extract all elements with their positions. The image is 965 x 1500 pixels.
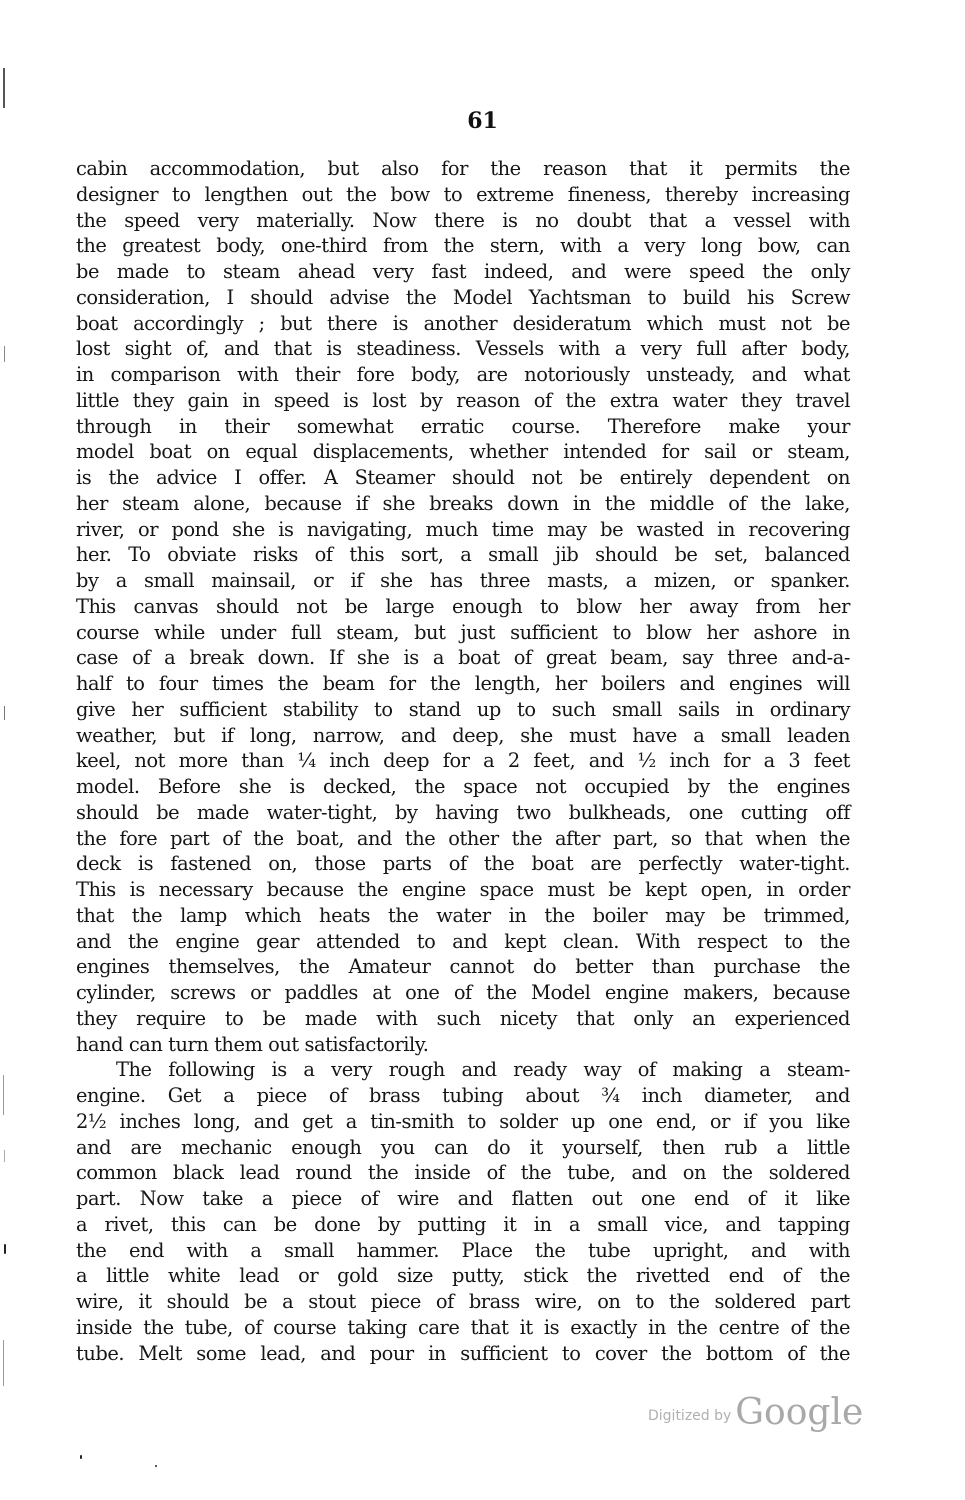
text-line: engine. Get a piece of brass tubing about ¾ inch diameter, and	[76, 1084, 850, 1107]
body-text	[76, 156, 850, 1366]
text-line: the end with a small hammer. Place the tube upright, and with	[76, 1238, 850, 1262]
text-line: by a small mainsail, or if she has three masts, a mizen, or spanker.	[76, 569, 850, 592]
google-logo-text: Google	[735, 1392, 864, 1433]
text-line: the fore part of the boat, and the other the after part, so that when the	[76, 826, 850, 850]
text-line: lost sight of, and that is steadiness. Vessels with a very full after body,	[76, 337, 850, 361]
text-line: and the engine gear attended to and kept clean. With respect to the	[76, 929, 850, 953]
text-line: they require to be made with such nicety that only an experienced	[76, 1006, 850, 1030]
text-line: wire, it should be a stout piece of brass wire, on to the soldered part	[76, 1290, 850, 1313]
scan-margin-mark	[3, 68, 5, 108]
text-line: inside the tube, of course taking care that it is exactly in the centre of the	[76, 1315, 850, 1339]
text-line: should be made water-tight, by having two bulkheads, one cutting off	[76, 800, 850, 824]
text-line: case of a break down. If she is a boat of great beam, say three and-a-	[76, 646, 850, 670]
text-line: cylinder, screws or paddles at one of the Model engine makers, because	[76, 981, 850, 1004]
scan-speck	[4, 1244, 6, 1254]
text-line: This canvas should not be large enough to blow her away from her	[76, 594, 850, 618]
digitized-by-google-watermark	[648, 1392, 863, 1433]
scan-margin-mark	[3, 1340, 4, 1386]
paragraph-1	[76, 156, 850, 1057]
text-line: designer to lengthen out the bow to extreme fineness, thereby increasing	[76, 182, 850, 206]
scan-speck	[80, 1455, 82, 1459]
text-line: 2½ inches long, and get a tin-smith to solder up one end, or if you like	[76, 1109, 850, 1133]
scan-margin-mark	[4, 346, 5, 362]
text-line: through in their somewhat erratic course. Therefore make your	[76, 414, 850, 438]
text-line: river, or pond she is navigating, much time may be wasted in recovering	[76, 517, 850, 541]
text-line: tube. Melt some lead, and pour in sufficient to cover the bottom of the	[76, 1341, 850, 1365]
text-line: part. Now take a piece of wire and flatten out one end of it like	[76, 1187, 850, 1210]
text-line: weather, but if long, narrow, and deep, she must have a small leaden	[76, 723, 850, 747]
text-line: give her sufficient stability to stand up to such small sails in ordinary	[76, 697, 850, 721]
text-line: half to four times the beam for the length, her boilers and engines will	[76, 672, 850, 695]
text-line: little they gain in speed is lost by reason of the extra water they travel	[76, 388, 850, 412]
text-line: be made to steam ahead very fast indeed, and were speed the only	[76, 260, 850, 283]
text-line: her. To obviate risks of this sort, a small jib should be set, balanced	[76, 543, 850, 567]
text-line: her steam alone, because if she breaks down in the middle of the lake,	[76, 491, 850, 515]
text-line: keel, not more than ¼ inch deep for a 2 feet, and ½ inch for a 3 feet	[76, 749, 850, 773]
scan-margin-mark	[4, 1150, 5, 1162]
text-line: and are mechanic enough you can do it yourself, then rub a little	[76, 1135, 850, 1159]
paragraph-2	[76, 1057, 850, 1366]
text-line: hand can turn them out satisfactorily.	[76, 1032, 429, 1056]
text-line: that the lamp which heats the water in the boiler may be trimmed,	[76, 903, 850, 927]
scan-speck	[155, 1465, 157, 1467]
text-line: a little white lead or gold size putty, stick the rivetted end of the	[76, 1264, 850, 1288]
watermark-prefix: Digitized by	[648, 1408, 732, 1424]
text-line: model. Before she is decked, the space not occupied by the engines	[76, 775, 850, 798]
text-line: course while under full steam, but just sufficient to blow her ashore in	[76, 620, 850, 644]
text-line: This is necessary because the engine space must be kept open, in order	[76, 878, 850, 901]
scan-margin-mark	[4, 706, 5, 720]
text-line: consideration, I should advise the Model Yachtsman to build his Screw	[76, 285, 850, 309]
text-line: in comparison with their fore body, are notoriously unsteady, and what	[76, 363, 850, 386]
text-line: The following is a very rough and ready way of making a steam-	[116, 1058, 850, 1082]
text-line: cabin accommodation, but also for the reason that it permits the	[76, 157, 850, 180]
text-line: is the advice I offer. A Steamer should not be entirely dependent on	[76, 466, 850, 489]
page-number: 61	[467, 108, 498, 134]
text-line: a rivet, this can be done by putting it in a small vice, and tapping	[76, 1212, 850, 1236]
text-line: deck is fastened on, those parts of the boat are perfectly water-tight.	[76, 852, 850, 876]
text-line: model boat on equal displacements, whether intended for sail or steam,	[76, 440, 850, 464]
text-line: boat accordingly ; but there is another desideratum which must not be	[76, 311, 850, 335]
text-line: engines themselves, the Amateur cannot do better than purchase the	[76, 955, 850, 979]
scan-margin-mark	[3, 1075, 4, 1115]
text-line: common black lead round the inside of the tube, and on the soldered	[76, 1161, 850, 1185]
text-line: the speed very materially. Now there is no doubt that a vessel with	[76, 208, 850, 232]
text-line: the greatest body, one-third from the stern, with a very long bow, can	[76, 234, 850, 258]
